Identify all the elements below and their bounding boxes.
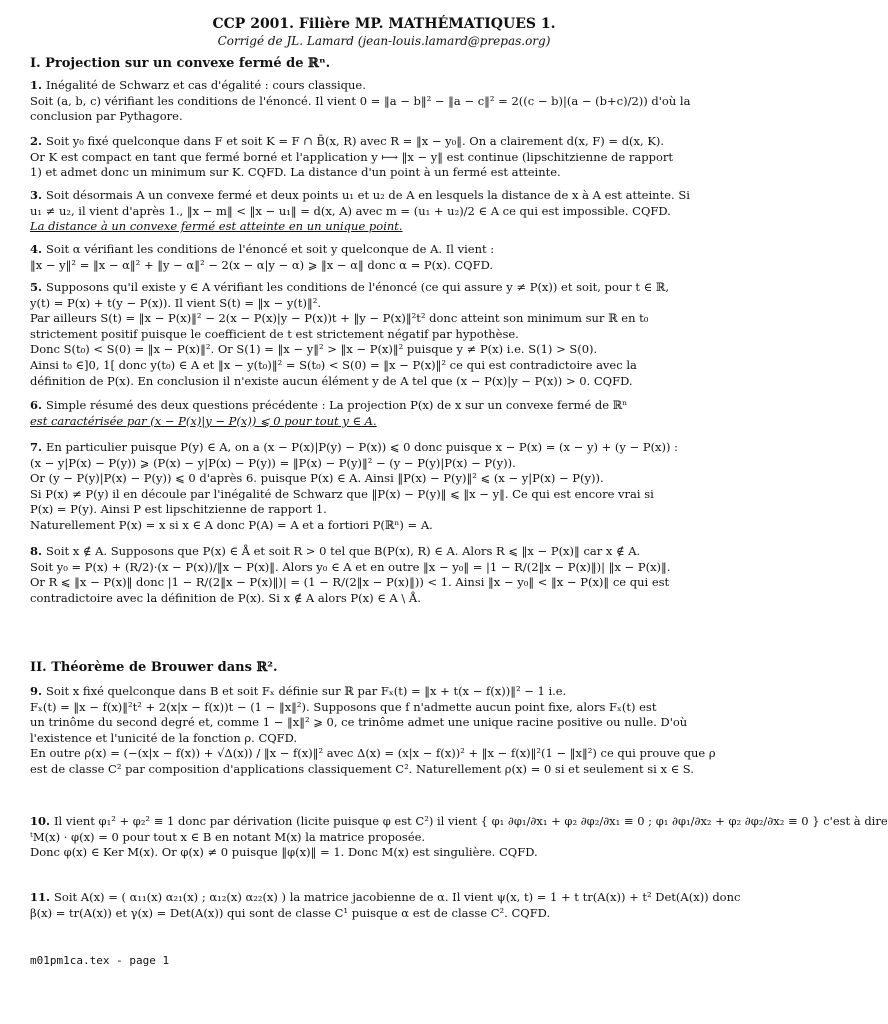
text-line: En particulier puisque P(y) ∈ A, on a (x − P(x)|P(y) − P(x)) ⩽ 0 donc puisque x − P(x) = (x − y) + (y − P(x)) :	[46, 440, 679, 454]
page-subtitle: Corrigé de JL. Lamard (jean-louis.lamard@prepas.org)	[217, 34, 551, 48]
text-line: Fₓ(t) = ‖x − f(x)‖²t² + 2(x|x − f(x))t − (1 − ‖x‖²). Supposons que f n'admette aucun point fixe, alors Fₓ(t) est	[30, 699, 657, 714]
question-10	[30, 814, 888, 861]
question-number: 8.	[30, 544, 43, 558]
text-line: Soit (a, b, c) vérifiant les conditions de l'énoncé. Il vient 0 = ‖a − b‖² − ‖a − c‖² = 2((c − b)|(a − (b+c)/2)) d'où la	[30, 93, 691, 108]
question-7	[30, 440, 746, 534]
text-line: conclusion par Pythagore.	[30, 109, 183, 124]
text-line: Soit y₀ fixé quelconque dans F et soit K = F ∩ B̄(x, R) avec R = ‖x − y₀‖. On a clairement d(x, F) = d(x, K).	[46, 134, 665, 148]
text-line: β(x) = tr(A(x)) et γ(x) = Det(A(x)) qui sont de classe C¹ puisque α est de classe C². CQFD.	[30, 905, 551, 920]
text-line: Soit x ∉ A. Supposons que P(x) ∈ Å et soit R > 0 tel que B(P(x), R) ∈ A. Alors R ⩽ ‖x − P(x)‖ car x ∉ A.	[46, 544, 641, 558]
question-5	[30, 280, 746, 389]
text-line: contradictoire avec la définition de P(x). Si x ∉ A alors P(x) ∈ A \ Å.	[30, 590, 421, 605]
text-line: Il vient φ₁² + φ₂² ≡ 1 donc par dérivation (licite puisque φ est C²) il vient { φ₁ ∂φ₁/∂x₁ + φ₂ ∂φ₂/∂x₁ ≡ 0 ; φ₁ ∂φ₁/∂x₂ + φ₂ ∂φ₂/∂x₂ ≡ 0 } c'est à dire	[54, 814, 888, 828]
page-footer: m01pm1ca.tex - page 1	[30, 954, 170, 967]
question-number: 5.	[30, 280, 43, 294]
section-heading-1: I. Projection sur un convexe fermé de ℝⁿ.	[30, 56, 331, 71]
text-line: (x − y|P(x) − P(y)) ⩾ (P(x) − y|P(x) − P(y)) = ‖P(x) − P(y)‖² − (y − P(y)|P(x) − P(y)).	[30, 455, 516, 470]
text-line: Si P(x) ≠ P(y) il en découle par l'inégalité de Schwarz que ‖P(x) − P(y)‖ ⩽ ‖x − y‖. Ce qui est encore vrai si	[30, 486, 654, 501]
text-line: Soit x fixé quelconque dans B et soit Fₓ définie sur ℝ par Fₓ(t) = ‖x + t(x − f(x))‖² − 1 i.e.	[46, 684, 567, 698]
text-line: En outre ρ(x) = (−(x|x − f(x)) + √Δ(x)) / ‖x − f(x)‖² avec Δ(x) = (x|x − f(x))² + ‖x − f(x)‖²(1 − ‖x‖²) ce qui prouve que ρ	[30, 746, 716, 761]
text-line: Soit α vérifiant les conditions de l'énoncé et soit y quelconque de A. Il vient :	[46, 242, 495, 256]
text-line: ᵗM(x) · φ(x) = 0 pour tout x ∈ B en notant M(x) la matrice proposée.	[30, 829, 426, 844]
conclusion-text: La distance à un convexe fermé est atteinte en un unique point.	[30, 219, 403, 234]
text-line: Soit A(x) = ( α₁₁(x) α₂₁(x) ; α₁₂(x) α₂₂(x) ) la matrice jacobienne de α. Il vient ψ(x, t) = 1 + t tr(A(x)) + t² Det(A(x)) donc	[54, 890, 741, 904]
text-line: Soit désormais A un convexe fermé et deux points u₁ et u₂ de A en lesquels la distance de x à A est atteinte. Si	[46, 188, 690, 202]
conclusion-text: est caractérisée par (x − P(x)|y − P(x)) ⩽ 0 pour tout y ∈ A.	[30, 413, 377, 428]
question-number: 4.	[30, 242, 43, 256]
question-number: 9.	[30, 684, 43, 698]
question-number: 10.	[30, 814, 51, 828]
text-line: est de classe C² par composition d'applications classiquement C². Naturellement ρ(x) = 0 si et seulement si x ∈ S.	[30, 761, 694, 776]
text-line: 1) et admet donc un minimum sur K. CQFD. La distance d'un point à un fermé est atteinte.	[30, 165, 561, 180]
question-2	[30, 134, 746, 181]
text-line: Donc φ(x) ∈ Ker M(x). Or φ(x) ≠ 0 puisque ‖φ(x)‖ = 1. Donc M(x) est singulière. CQFD.	[30, 845, 538, 860]
section-heading-2: II. Théorème de Brouwer dans ℝ².	[30, 660, 278, 675]
question-number: 7.	[30, 440, 43, 454]
page-title: CCP 2001. Filière MP. MATHÉMATIQUES 1.	[212, 16, 556, 32]
question-number: 3.	[30, 188, 43, 202]
question-number: 6.	[30, 398, 43, 412]
question-9	[30, 684, 746, 778]
text-line: Donc S(t₀) < S(0) = ‖x − P(x)‖². Or S(1) = ‖x − y‖² > ‖x − P(x)‖² puisque y ≠ P(x) i.e. S(1) > S(0).	[30, 342, 598, 357]
question-number: 2.	[30, 134, 43, 148]
text-line: l'existence et l'unicité de la fonction ρ. CQFD.	[30, 730, 298, 745]
text-line: Supposons qu'il existe y ∈ A vérifiant les conditions de l'énoncé (ce qui assure y ≠ P(x)) et soit, pour t ∈ ℝ,	[46, 280, 670, 294]
text-line: Or R ⩽ ‖x − P(x)‖ donc |1 − R/(2‖x − P(x)‖)| = (1 − R/(2‖x − P(x)‖)) < 1. Ainsi ‖x − y₀‖ < ‖x − P(x)‖ ce qui est	[30, 575, 670, 590]
question-number: 11.	[30, 890, 51, 904]
text-line: y(t) = P(x) + t(y − P(x)). Il vient S(t) = ‖x − y(t)‖².	[30, 295, 321, 310]
text-line: Ainsi t₀ ∈]0, 1[ donc y(t₀) ∈ A et ‖x − y(t₀)‖² = S(t₀) < S(0) = ‖x − P(x)‖² ce qui est contradictoire avec la	[30, 357, 637, 372]
question-4	[30, 242, 746, 273]
text-line: Par ailleurs S(t) = ‖x − P(x)‖² − 2(x − P(x)|y − P(x))t + ‖y − P(x)‖²t² donc atteint son minimum sur ℝ en t₀	[30, 311, 649, 326]
text-line: u₁ ≠ u₂, il vient d'après 1., ‖x − m‖ < ‖x − u₁‖ = d(x, A) avec m = (u₁ + u₂)/2 ∈ A ce qui est impossible. CQFD.	[30, 203, 671, 218]
text-line: Or (y − P(y)|P(x) − P(y)) ⩽ 0 d'après 6. puisque P(x) ∈ A. Ainsi ‖P(x) − P(y)‖² ⩽ (x − y|P(x) − P(y)).	[30, 471, 604, 486]
text-line: strictement positif puisque le coefficient de t est strictement négatif par hypothèse.	[30, 326, 519, 341]
question-8	[30, 544, 746, 606]
text-line: Or K est compact en tant que fermé borné et l'application y ⟼ ‖x − y‖ est continue (lipschitzienne de rapport	[30, 149, 674, 164]
question-11	[30, 890, 746, 921]
text-line: Naturellement P(x) = x si x ∈ A donc P(A) = A et a fortiori P(ℝⁿ) = A.	[30, 517, 433, 532]
text-line: définition de P(x). En conclusion il n'existe aucun élément y de A tel que (x − P(x)|y − P(x)) > 0. CQFD.	[30, 373, 633, 388]
text-line: Soit y₀ = P(x) + (R/2)·(x − P(x))/‖x − P(x)‖. Alors y₀ ∈ A et en outre ‖x − y₀‖ = |1 − R/(2‖x − P(x)‖)| ‖x − P(x)‖.	[30, 559, 671, 574]
text-line: Inégalité de Schwarz et cas d'égalité : cours classique.	[46, 78, 366, 92]
question-1	[30, 78, 746, 125]
text-line: P(x) = P(y). Ainsi P est lipschitzienne de rapport 1.	[30, 502, 327, 517]
question-3	[30, 188, 746, 235]
text-line: un trinôme du second degré et, comme 1 − ‖x‖² ⩾ 0, ce trinôme admet une unique racine positive ou nulle. D'où	[30, 715, 688, 730]
question-6	[30, 398, 746, 429]
text-line: Simple résumé des deux questions précédente : La projection P(x) de x sur un convexe fermé de ℝⁿ	[46, 398, 628, 412]
text-line: ‖x − y‖² = ‖x − α‖² + ‖y − α‖² − 2(x − α|y − α) ⩾ ‖x − α‖ donc α = P(x). CQFD.	[30, 257, 494, 272]
question-number: 1.	[30, 78, 43, 92]
